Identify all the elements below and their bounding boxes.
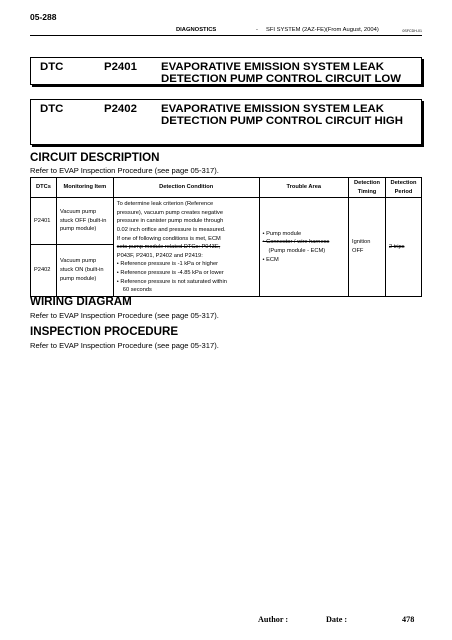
footer-date-label: Date : [326,615,348,624]
wiring-diagram-text: Refer to EVAP Inspection Procedure (see page 05-317). [30,311,219,320]
dtc-code: P2402 [104,103,137,115]
header-subsection: SFI SYSTEM (2AZ-FE)(From August, 2004) [266,27,379,33]
dtc-detection-table [30,177,422,297]
cell-detection-timing: Ignition OFF [349,198,386,297]
condition-line: • Reference pressure is not saturated within [116,278,227,285]
cell-detection-condition [113,198,259,297]
condition-line: 60 seconds [122,287,152,294]
dtc-title-box-p2402 [30,99,422,145]
col-header-dtcs: DTCs [31,178,57,198]
condition-line: • Reference pressure is -4.85 kPa or lower [116,269,224,276]
dtc-label: DTC [40,61,64,73]
footer-sheet-number: 478 [402,615,415,624]
circuit-description-text: Refer to EVAP Inspection Procedure (see page 05-317). [30,166,219,175]
condition-line: P043F, P2401, P2402 and P2419: [116,252,203,259]
footer-author-label: Author : [258,615,289,624]
cell-monitoring-item: Vacuum pump stuck ON (built-in pump module) [56,244,113,296]
cell-trouble-area [259,198,349,297]
col-header-trouble-area: Trouble Area [259,178,349,198]
condition-line: 0.02 inch orifice and pressure is measured. [116,226,226,233]
table-row [31,198,422,245]
col-header-detection-period: Detection Period [385,178,421,198]
condition-line: sets pump module related DTCs: P043E, [116,244,221,251]
cell-dtc: P2402 [31,244,57,296]
inspection-procedure-text: Refer to EVAP Inspection Procedure (see page 05-317). [30,341,219,350]
dtc-title: EVAPORATIVE EMISSION SYSTEM LEAK DETECTION PUMP CONTROL CIRCUIT HIGH [161,103,403,128]
trouble-line: • ECM [262,256,279,263]
cell-monitoring-item: Vacuum pump stuck OFF (built-in pump module) [56,198,113,245]
circuit-description-heading: CIRCUIT DESCRIPTION [30,151,160,164]
col-header-detection-timing: Detection Timing [349,178,386,198]
col-header-detection-condition: Detection Condition [113,178,259,198]
trouble-line: (Pump module - ECM) [268,247,326,254]
cell-dtc: P2401 [31,198,57,245]
dtc-title-box-p2401 [30,57,422,85]
header-rule [30,35,422,36]
dtc-title: EVAPORATIVE EMISSION SYSTEM LEAK DETECTION PUMP CONTROL CIRCUIT LOW [161,61,402,86]
dtc-code: P2401 [104,61,137,73]
dtc-label: DTC [40,103,64,115]
cell-detection-period: 2 trips [385,198,421,297]
trouble-line: • Connector / wire harness [262,239,330,246]
wiring-diagram-heading: WIRING DIAGRAM [30,295,132,308]
condition-line: pressure in canister pump module through [116,218,224,225]
header-separator: - [256,27,258,33]
page-number: 05-288 [30,12,57,22]
trouble-line: • Pump module [262,230,302,237]
condition-line: If one of following conditions is met, ECM [116,235,221,242]
header-code: 0SFCDH-01 [402,29,422,33]
col-header-monitoring-item: Monitoring Item [56,178,113,198]
condition-line: To determine leak criterion (Reference [116,201,214,208]
condition-line: • Reference pressure is -1 kPa or higher [116,261,219,268]
table-header-row [31,178,422,198]
header-section: DIAGNOSTICS [176,27,217,33]
condition-line: pressure), vacuum pump creates negative [116,209,223,216]
inspection-procedure-heading: INSPECTION PROCEDURE [30,325,179,338]
